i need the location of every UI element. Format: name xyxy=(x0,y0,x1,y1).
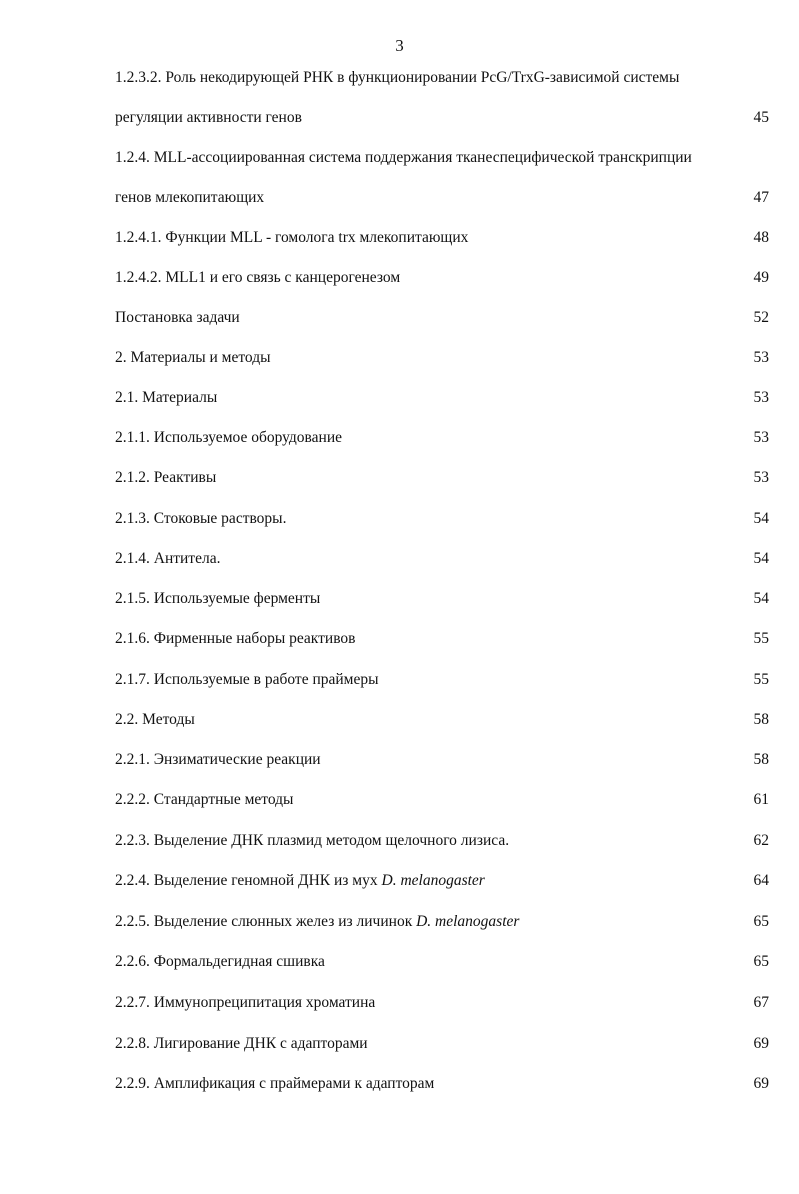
toc-entry-title: 2.1.5. Используемые ферменты xyxy=(115,590,321,607)
toc-entry-page: 69 xyxy=(753,1075,769,1092)
toc-entry-title: 1.2.4.2. MLL1 и его связь с канцерогенезом xyxy=(115,269,401,286)
toc-entry-title: 2.2.6. Формальдегидная сшивка xyxy=(115,953,325,970)
toc-entry[interactable] xyxy=(115,458,769,498)
toc-entry[interactable] xyxy=(115,579,769,619)
toc-entry-page: 61 xyxy=(753,791,769,808)
toc-entry-title xyxy=(115,902,769,942)
toc-entry[interactable] xyxy=(115,378,769,418)
toc-entry-title: 1.2.4.1. Функции MLL - гомолога trx млекопитающих xyxy=(115,229,469,246)
toc-entry-title: 2. Материалы и методы xyxy=(115,349,271,366)
toc-entry-page: 53 xyxy=(753,389,769,406)
toc-entry-title: 2.2.2. Стандартные методы xyxy=(115,791,294,808)
toc-entry-title: 1.2.3.2. Роль некодирующей РНК в функционировании PcG/TrxG-зависимой системы регуляции активности генов xyxy=(115,69,680,126)
toc-entry[interactable] xyxy=(115,780,769,820)
toc-entry-page: 53 xyxy=(753,429,769,446)
toc-entry[interactable] xyxy=(115,821,769,861)
toc-entry-page: 64 xyxy=(753,872,769,889)
toc-entry-title: 2.1.4. Антитела. xyxy=(115,550,221,567)
toc-entry-page: 62 xyxy=(753,832,769,849)
toc-entry-title xyxy=(115,861,769,901)
toc-entry-title-prefix: 2.2.5. Выделение слюнных желез из личинок xyxy=(115,913,417,930)
toc-entry[interactable] xyxy=(115,58,769,138)
toc-entry-title: 2.1.3. Стоковые растворы. xyxy=(115,510,287,527)
toc-entry[interactable] xyxy=(115,338,769,378)
toc-entry-page: 55 xyxy=(753,671,769,688)
toc-entry-title: 2.2.7. Иммунопреципитация хроматина xyxy=(115,994,376,1011)
toc-entry[interactable] xyxy=(115,1024,769,1064)
toc-entry[interactable] xyxy=(115,660,769,700)
toc-entry-title: 2.2.9. Амплификация с праймерами к адапторам xyxy=(115,1075,435,1092)
toc-entry-title: 2.2.3. Выделение ДНК плазмид методом щелочного лизиса. xyxy=(115,832,510,849)
toc-entry-page: 48 xyxy=(753,229,769,246)
toc-entry-page: 54 xyxy=(753,550,769,567)
page-number: 3 xyxy=(395,36,404,55)
toc-entry-page: 45 xyxy=(753,109,769,126)
toc-entry[interactable] xyxy=(115,218,769,258)
toc-entry-page: 65 xyxy=(753,913,769,930)
toc-entry[interactable] xyxy=(115,258,769,298)
toc-entry-page: 67 xyxy=(753,994,769,1011)
toc-entry[interactable] xyxy=(115,619,769,659)
toc-entry-page: 54 xyxy=(753,590,769,607)
toc-entry-page: 53 xyxy=(753,349,769,366)
toc-entry[interactable] xyxy=(115,138,769,218)
toc-entry-page: 69 xyxy=(753,1035,769,1052)
toc-entry-page: 53 xyxy=(753,469,769,486)
toc-entry[interactable] xyxy=(115,1064,769,1104)
toc-entry-title: 2.1.2. Реактивы xyxy=(115,469,217,486)
toc-entry-title: 2.1.7. Используемые в работе праймеры xyxy=(115,671,379,688)
toc-entry-title: 2.1. Материалы xyxy=(115,389,218,406)
toc-entry-page: 54 xyxy=(753,510,769,527)
toc-entry[interactable] xyxy=(115,942,769,982)
toc-entry-title-prefix: 2.2.4. Выделение геномной ДНК из мух xyxy=(115,872,382,889)
toc-entry-page: 65 xyxy=(753,953,769,970)
toc-entry[interactable] xyxy=(115,902,769,942)
toc-entry[interactable] xyxy=(115,539,769,579)
toc-entry-title: 2.2. Методы xyxy=(115,711,195,728)
toc-entry[interactable] xyxy=(115,700,769,740)
toc-entry-title: 2.2.1. Энзиматические реакции xyxy=(115,751,321,768)
toc-entry[interactable] xyxy=(115,983,769,1023)
toc-entry-title: 2.2.8. Лигирование ДНК с адапторами xyxy=(115,1035,368,1052)
species-name: D. melanogaster xyxy=(381,872,485,889)
toc-entry-page: 49 xyxy=(753,269,769,286)
toc-entry-title: Постановка задачи xyxy=(115,309,240,326)
toc-entry-page: 55 xyxy=(753,630,769,647)
toc-entry-title: 2.1.6. Фирменные наборы реактивов xyxy=(115,630,356,647)
toc-entry-title: 1.2.4. MLL-ассоциированная система поддержания тканеспецифической транскрипции генов млекопитающих xyxy=(115,149,692,206)
species-name: D. melanogaster xyxy=(416,913,520,930)
toc-entry-page: 52 xyxy=(753,309,769,326)
toc-entry-page: 47 xyxy=(753,189,769,206)
toc-entry-page: 58 xyxy=(753,711,769,728)
toc-entry-title: 2.1.1. Используемое оборудование xyxy=(115,429,342,446)
toc-entry[interactable] xyxy=(115,740,769,780)
toc-entry[interactable] xyxy=(115,298,769,338)
toc-entry-page: 58 xyxy=(753,751,769,768)
toc-entry[interactable] xyxy=(115,861,769,901)
toc-entry[interactable] xyxy=(115,418,769,458)
toc-entry[interactable] xyxy=(115,499,769,539)
